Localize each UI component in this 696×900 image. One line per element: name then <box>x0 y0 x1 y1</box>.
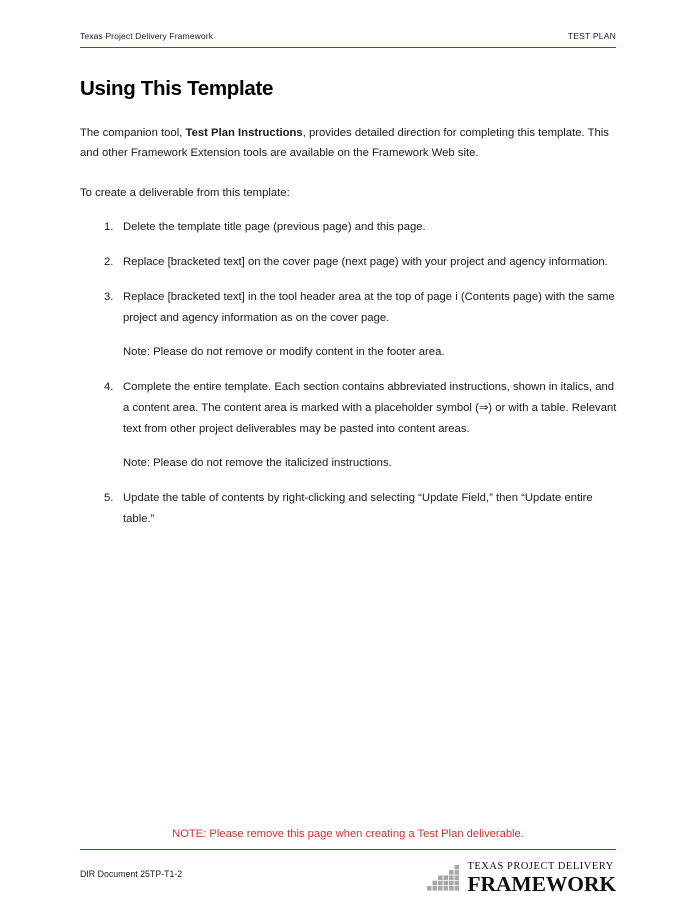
step-text: Replace [bracketed text] in the tool header area at the top of page i (Contents page) with the same project and agency information as on the cover page. <box>123 290 615 324</box>
intro-bold-tool-name: Test Plan Instructions <box>185 126 303 139</box>
step-note: Note: Please do not remove the italicized instructions. <box>123 456 392 469</box>
header-divider-rule <box>80 47 616 48</box>
page-header <box>80 31 616 41</box>
step-marker: 4. <box>104 380 114 393</box>
step-text: Update the table of contents by right-clicking and selecting “Update Field,” then “Update entire table.” <box>123 491 593 525</box>
list-item <box>80 488 618 530</box>
list-item <box>80 252 618 273</box>
step-marker: 5. <box>104 491 114 504</box>
footer-document-id: DIR Document 25TP-T1-2 <box>80 869 183 879</box>
list-item <box>80 217 618 238</box>
page-title: Using This Template <box>80 77 274 100</box>
steps-lead-in: To create a deliverable from this template: <box>80 186 290 199</box>
remove-page-note: NOTE: Please remove this page when creating a Test Plan deliverable. <box>172 828 524 840</box>
step-text: Complete the entire template. Each section contains abbreviated instructions, shown in italics, and a content area. The content area is marked with a placeholder symbol (⇒) or with a table. Relevant text from other project deliverables may be pasted into content areas. <box>123 380 617 435</box>
header-right-text: TEST PLAN <box>567 31 616 41</box>
step-marker: 3. <box>104 290 114 303</box>
step-text: Delete the template title page (previous page) and this page. <box>123 220 426 233</box>
step-text: Replace [bracketed text] on the cover page (next page) with your project and agency information. <box>123 255 608 268</box>
intro-paragraph <box>80 123 618 163</box>
header-left-text: Texas Project Delivery Framework <box>80 31 214 41</box>
framework-logo <box>427 856 616 894</box>
intro-text-part1: The companion tool, <box>80 126 186 139</box>
list-item <box>80 287 618 363</box>
step-note: Note: Please do not remove or modify content in the footer area. <box>123 345 445 358</box>
logo-bottom-line: FRAMEWORK <box>467 871 616 896</box>
page-footer <box>80 856 616 896</box>
step-marker: 1. <box>104 220 114 233</box>
logo-top-line: TEXAS PROJECT DELIVERY <box>467 861 614 873</box>
footer-divider-rule <box>80 849 616 850</box>
step-marker: 2. <box>104 255 114 268</box>
logo-wordmark <box>467 862 616 894</box>
intro-text-part2: , provides detailed direction for completing this template. This and other Framework Extension tools are available on the Framework Web site. <box>80 126 609 159</box>
steps-list <box>80 217 618 530</box>
list-item <box>80 377 618 474</box>
staircase-bars-icon <box>427 865 463 891</box>
document-body <box>80 78 618 544</box>
